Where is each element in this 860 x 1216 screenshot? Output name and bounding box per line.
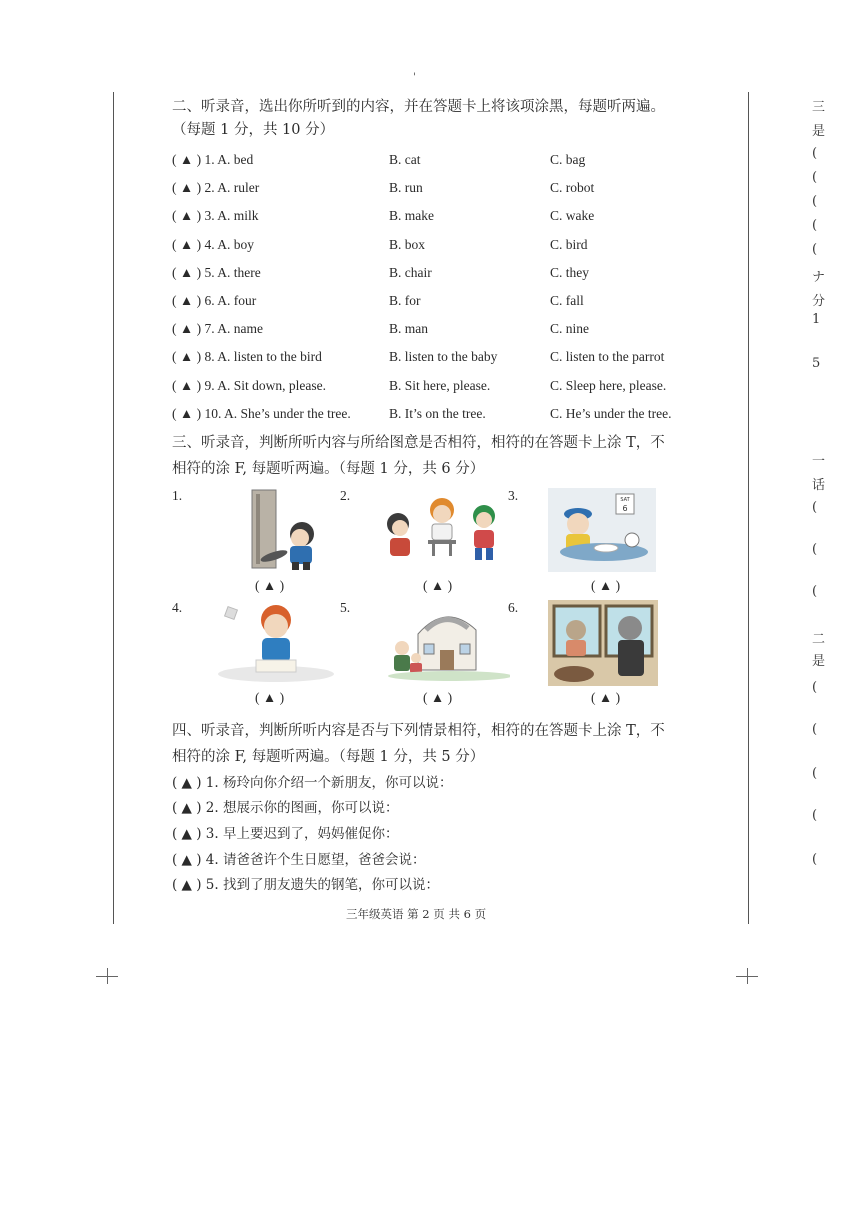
option-b[interactable]: B. chair: [389, 264, 432, 280]
section4-title-cont: 相符的涂 F, 每题听两遍。（每题 1 分，共 5 分）: [172, 748, 485, 765]
calendar-day-text: SAT: [620, 496, 630, 503]
option-a[interactable]: ( ▲ ) 1. A. bed: [172, 152, 254, 167]
house-with-people-illustration: [380, 600, 510, 684]
option-b[interactable]: B. for: [389, 292, 421, 308]
option-c[interactable]: C. bag: [550, 152, 586, 167]
question-row: [172, 287, 712, 315]
section4-title: 四、听录音，判断所听内容是否与下列情景相符，相符的在答题卡上涂 T，不: [172, 722, 665, 739]
option-b[interactable]: B. Sit here, please.: [389, 377, 491, 393]
section3-title: 三、听录音，判断所听内容与所给图意是否相符，相符的在答题卡上涂 T，不: [172, 434, 665, 451]
question-row: [172, 146, 712, 174]
option-a[interactable]: ( ▲ ) 9. A. Sit down, please.: [172, 377, 326, 393]
option-a[interactable]: ( ▲ ) 6. A. four: [172, 292, 257, 308]
fragment-text: (: [812, 170, 818, 185]
option-b[interactable]: B. man: [389, 321, 428, 337]
picture-number: 2.: [340, 487, 351, 503]
right-margin-rule: [748, 92, 749, 924]
situation-item[interactable]: ( ▲ ) 2. 想展示你的图画，你可以说：: [172, 800, 399, 817]
question-row: [172, 400, 712, 428]
answer-mark[interactable]: ( ▲ ): [423, 577, 453, 593]
fragment-text: (: [812, 680, 818, 695]
option-a[interactable]: ( ▲ ) 4. A. boy: [172, 236, 254, 252]
picture-4: [172, 600, 332, 712]
option-c[interactable]: C. listen to the parrot: [550, 349, 665, 365]
section3-title-cont: 相符的涂 F, 每题听两遍。（每题 1 分，共 6 分）: [172, 460, 485, 477]
option-b[interactable]: B. cat: [389, 152, 421, 167]
question-row: [172, 343, 712, 371]
fragment-text: (: [812, 500, 818, 515]
answer-mark[interactable]: ( ▲ ): [591, 689, 621, 705]
option-a[interactable]: ( ▲ ) 5. A. there: [172, 264, 261, 280]
crop-mark-left-v: [107, 968, 108, 984]
section2-questions: [172, 146, 712, 428]
fragment-text: (: [812, 852, 818, 867]
answer-mark[interactable]: ( ▲ ): [255, 689, 285, 705]
option-c[interactable]: C. fall: [550, 292, 584, 308]
crop-mark-right-v: [747, 968, 748, 984]
picture-1: [172, 488, 332, 600]
section2-title: 二、听录音，选出你所听到的内容，并在答题卡上将该项涂黑，每题听两遍。: [172, 99, 665, 115]
option-c[interactable]: C. bird: [550, 236, 588, 252]
situation-item[interactable]: ( ▲ ) 5. 找到了朋友遗失的钢笔，你可以说：: [172, 877, 439, 894]
answer-mark[interactable]: ( ▲ ): [591, 577, 621, 593]
situation-item[interactable]: ( ▲ ) 3. 早上要迟到了，妈妈催促你：: [172, 826, 399, 843]
picture-3: [508, 488, 668, 600]
cats-at-window-illustration: [548, 600, 658, 686]
picture-number: 6.: [508, 599, 519, 615]
answer-mark[interactable]: ( ▲ ): [423, 689, 453, 705]
question-row: [172, 315, 712, 343]
fragment-text: 三: [812, 100, 826, 115]
question-row: [172, 259, 712, 287]
picture-number: 1.: [172, 487, 183, 503]
fragment-text: 1: [812, 312, 821, 327]
fragment-text: 是: [812, 124, 826, 139]
question-row: [172, 372, 712, 400]
left-margin-rule: [113, 92, 114, 924]
situation-item[interactable]: ( ▲ ) 1. 杨玲向你介绍一个新朋友，你可以说：: [172, 774, 453, 791]
section3-pictures: [172, 488, 712, 718]
picture-5: [340, 600, 500, 712]
picture-2: [340, 488, 500, 600]
option-a[interactable]: ( ▲ ) 10. A. She’s under the tree.: [172, 405, 351, 421]
question-row: [172, 231, 712, 259]
fragment-text: (: [812, 242, 818, 257]
calendar-date-text: 6: [622, 503, 628, 513]
option-b[interactable]: B. box: [389, 236, 426, 252]
page-footer: 三年级英语 第 2 页 共 6 页: [346, 907, 487, 921]
children-playing-illustration: [380, 488, 510, 574]
section4-items: [172, 771, 712, 899]
fragment-text: 分: [812, 294, 826, 309]
situation-item[interactable]: ( ▲ ) 4. 请爸爸许个生日愿望，爸爸会说：: [172, 851, 426, 868]
fragment-text: (: [812, 218, 818, 233]
option-b[interactable]: B. listen to the baby: [389, 349, 498, 365]
option-a[interactable]: ( ▲ ) 3. A. milk: [172, 208, 259, 224]
option-a[interactable]: ( ▲ ) 8. A. listen to the bird: [172, 349, 322, 365]
option-a[interactable]: ( ▲ ) 2. A. ruler: [172, 180, 260, 196]
fragment-text: (: [812, 808, 818, 823]
fragment-text: 是: [812, 654, 826, 669]
fragment-text: (: [812, 766, 818, 781]
fragment-text: ナ: [812, 270, 826, 285]
question-row: [172, 202, 712, 230]
picture-6: [508, 600, 668, 712]
fragment-text: (: [812, 584, 818, 599]
option-b[interactable]: B. It’s on the tree.: [389, 405, 486, 421]
boy-breakfast-saturday-illustration: [548, 488, 656, 572]
fragment-text: (: [812, 542, 818, 557]
option-b[interactable]: B. make: [389, 208, 434, 224]
option-c[interactable]: C. they: [550, 264, 589, 280]
top-dot: ': [413, 72, 416, 83]
question-row: [172, 174, 712, 202]
option-c[interactable]: C. wake: [550, 208, 595, 224]
fragment-text: 二: [812, 632, 826, 647]
fragment-text: (: [812, 722, 818, 737]
option-a[interactable]: ( ▲ ) 7. A. name: [172, 321, 263, 337]
option-c[interactable]: C. Sleep here, please.: [550, 377, 667, 393]
fragment-text: 5: [812, 356, 821, 371]
exam-page: [172, 96, 712, 899]
boy-at-door-illustration: [212, 488, 322, 574]
picture-number: 4.: [172, 599, 183, 615]
fragment-text: 一: [812, 454, 826, 469]
fragment-text: (: [812, 194, 818, 209]
option-c[interactable]: C. robot: [550, 180, 595, 196]
fragment-text: (: [812, 146, 818, 161]
option-c[interactable]: C. He’s under the tree.: [550, 405, 672, 421]
fragment-text: 话: [812, 478, 826, 493]
picture-number: 3.: [508, 487, 519, 503]
answer-mark[interactable]: ( ▲ ): [255, 577, 285, 593]
option-c[interactable]: C. nine: [550, 321, 589, 337]
boy-drawing-illustration: [212, 600, 342, 684]
section2-score: （每题 1 分，共 10 分）: [172, 122, 335, 138]
option-b[interactable]: B. run: [389, 180, 423, 196]
picture-number: 5.: [340, 599, 351, 615]
